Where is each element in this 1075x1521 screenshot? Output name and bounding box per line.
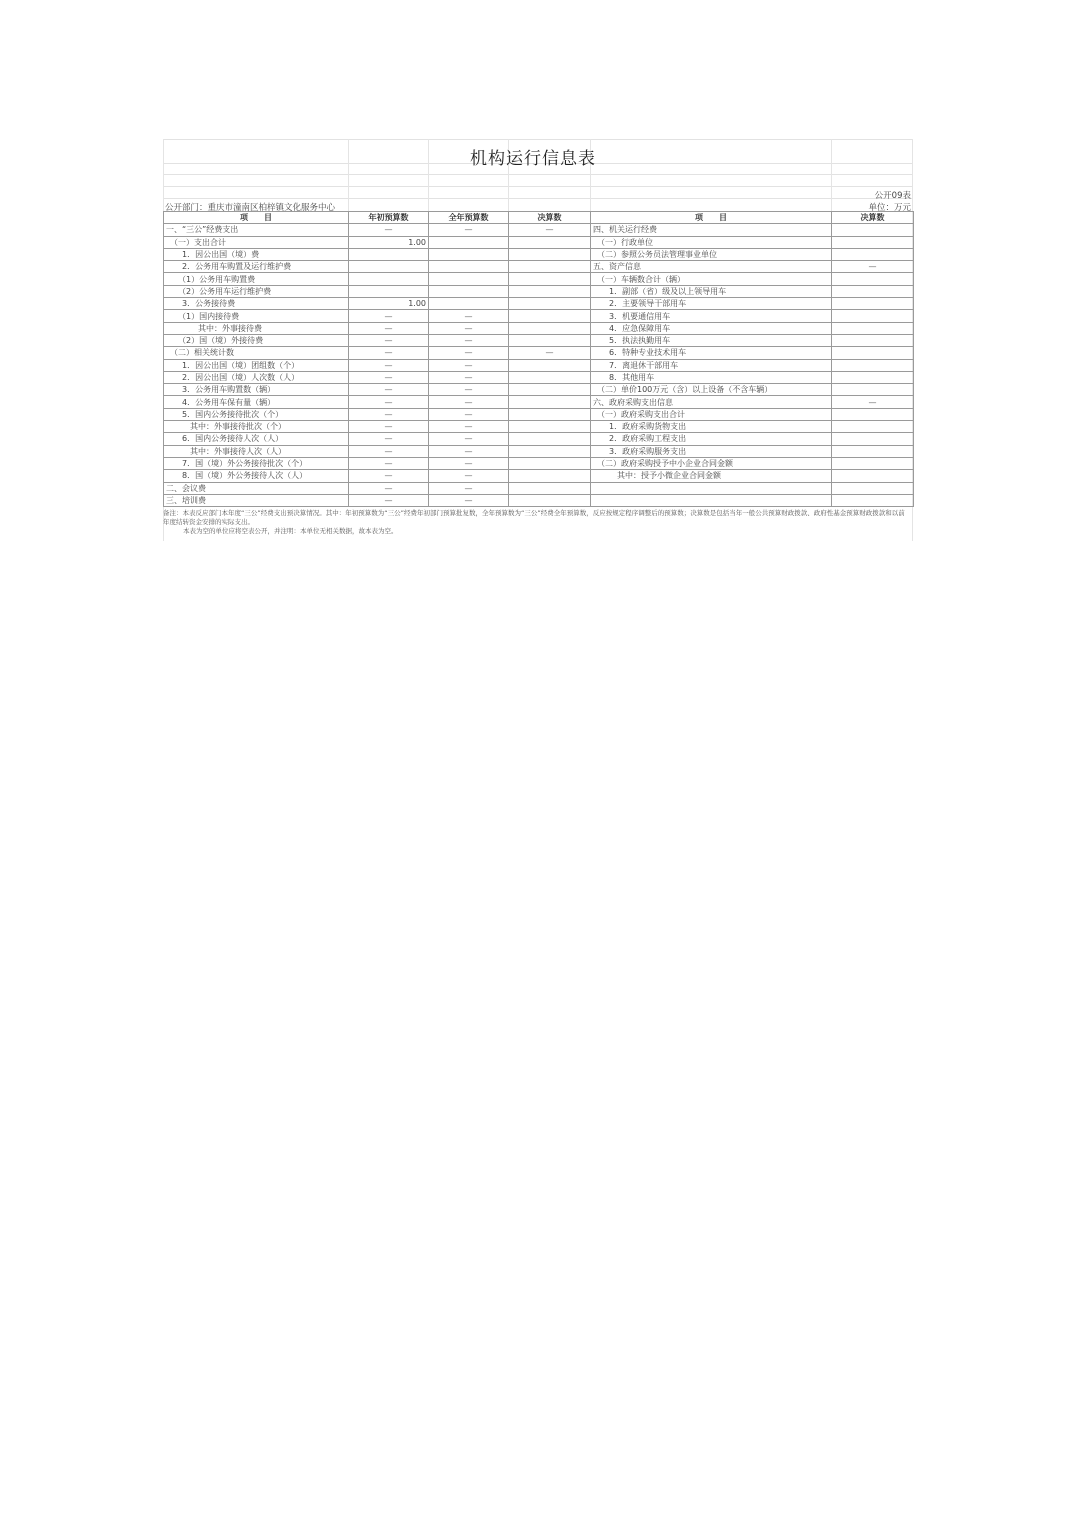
row-item-left: 3．公务用车购置数（辆） bbox=[164, 384, 349, 396]
table-row bbox=[164, 494, 914, 506]
cell-final-account bbox=[509, 298, 591, 310]
row-item-left: 4．公务用车保有量（辆） bbox=[164, 396, 349, 408]
cell-initial-budget bbox=[349, 261, 429, 273]
row-item-right: 7．离退休干部用车 bbox=[591, 359, 832, 371]
table-row bbox=[164, 285, 914, 297]
table-row bbox=[164, 310, 914, 322]
cell-annual-budget: — bbox=[429, 421, 509, 433]
row-item-right: （二）政府采购授予中小企业合同金额 bbox=[591, 457, 832, 469]
cell-annual-budget bbox=[429, 261, 509, 273]
cell-final-account-right bbox=[832, 408, 914, 420]
cell-initial-budget: — bbox=[349, 224, 429, 236]
cell-final-account bbox=[509, 445, 591, 457]
row-item-right: 5．执法执勤用车 bbox=[591, 334, 832, 346]
cell-final-account-right bbox=[832, 384, 914, 396]
cell-final-account-right bbox=[832, 334, 914, 346]
row-item-left: 6．国内公务接待人次（人） bbox=[164, 433, 349, 445]
cell-annual-budget: — bbox=[429, 371, 509, 383]
cell-final-account bbox=[509, 371, 591, 383]
cell-annual-budget: — bbox=[429, 396, 509, 408]
row-item-left: （一）支出合计 bbox=[164, 236, 349, 248]
row-item-right: （一）政府采购支出合计 bbox=[591, 408, 832, 420]
table-row bbox=[164, 261, 914, 273]
cell-initial-budget: 1.00 bbox=[349, 236, 429, 248]
cell-final-account-right bbox=[832, 224, 914, 236]
cell-final-account-right: — bbox=[832, 261, 914, 273]
cell-final-account-right bbox=[832, 470, 914, 482]
cell-initial-budget: — bbox=[349, 371, 429, 383]
table-row bbox=[164, 298, 914, 310]
table-row bbox=[164, 359, 914, 371]
cell-final-account bbox=[509, 273, 591, 285]
cell-final-account bbox=[509, 334, 591, 346]
row-item-right: （一）车辆数合计（辆） bbox=[591, 273, 832, 285]
cell-annual-budget: — bbox=[429, 224, 509, 236]
row-item-left: 1．因公出国（境）团组数（个） bbox=[164, 359, 349, 371]
table-row bbox=[164, 248, 914, 260]
row-item-left: 8．国（境）外公务接待人次（人） bbox=[164, 470, 349, 482]
table-row bbox=[164, 396, 914, 408]
cell-annual-budget: — bbox=[429, 470, 509, 482]
cell-final-account-right bbox=[832, 298, 914, 310]
row-item-right: 1．政府采购货物支出 bbox=[591, 421, 832, 433]
table-row bbox=[164, 421, 914, 433]
cell-final-account-right bbox=[832, 371, 914, 383]
cell-final-account-right bbox=[832, 273, 914, 285]
cell-final-account-right bbox=[832, 433, 914, 445]
header-final-account: 决算数 bbox=[509, 212, 591, 224]
spreadsheet bbox=[163, 139, 913, 541]
cell-final-account bbox=[509, 285, 591, 297]
page-title: 机构运行信息表 bbox=[470, 149, 596, 169]
row-item-left: （2）国（境）外接待费 bbox=[164, 334, 349, 346]
cell-annual-budget: — bbox=[429, 482, 509, 494]
row-item-left: 7．国（境）外公务接待批次（个） bbox=[164, 457, 349, 469]
cell-final-account-right bbox=[832, 421, 914, 433]
cell-final-account-right bbox=[832, 482, 914, 494]
cell-final-account bbox=[509, 384, 591, 396]
cell-initial-budget: — bbox=[349, 421, 429, 433]
row-item-right bbox=[591, 482, 832, 494]
cell-final-account: — bbox=[509, 224, 591, 236]
row-item-right: 6．特种专业技术用车 bbox=[591, 347, 832, 359]
cell-annual-budget: — bbox=[429, 310, 509, 322]
cell-initial-budget bbox=[349, 248, 429, 260]
row-item-right: 3．机要通信用车 bbox=[591, 310, 832, 322]
cell-final-account bbox=[509, 396, 591, 408]
table-row bbox=[164, 334, 914, 346]
row-item-left: 一、“三公”经费支出 bbox=[164, 224, 349, 236]
cell-final-account bbox=[509, 261, 591, 273]
cell-annual-budget bbox=[429, 248, 509, 260]
table-row bbox=[164, 236, 914, 248]
header-final-account-right: 决算数 bbox=[832, 212, 914, 224]
header-initial-budget: 年初预算数 bbox=[349, 212, 429, 224]
cell-final-account-right bbox=[832, 347, 914, 359]
cell-initial-budget: — bbox=[349, 347, 429, 359]
cell-annual-budget bbox=[429, 298, 509, 310]
row-item-right: 4．应急保障用车 bbox=[591, 322, 832, 334]
row-item-left: 2．因公出国（境）人次数（人） bbox=[164, 371, 349, 383]
row-item-left: （二）相关统计数 bbox=[164, 347, 349, 359]
header-item-right: 项 目 bbox=[591, 212, 832, 224]
cell-annual-budget: — bbox=[429, 494, 509, 506]
data-table bbox=[163, 211, 914, 507]
table-row bbox=[164, 470, 914, 482]
cell-initial-budget: — bbox=[349, 408, 429, 420]
row-item-right bbox=[591, 494, 832, 506]
cell-annual-budget: — bbox=[429, 359, 509, 371]
cell-initial-budget: — bbox=[349, 396, 429, 408]
cell-final-account-right bbox=[832, 322, 914, 334]
cell-final-account bbox=[509, 470, 591, 482]
cell-initial-budget: — bbox=[349, 482, 429, 494]
row-item-right: 2．政府采购工程支出 bbox=[591, 433, 832, 445]
cell-final-account bbox=[509, 310, 591, 322]
table-row bbox=[164, 457, 914, 469]
table-row bbox=[164, 384, 914, 396]
cell-final-account-right: — bbox=[832, 396, 914, 408]
cell-final-account-right bbox=[832, 494, 914, 506]
table-row bbox=[164, 433, 914, 445]
row-item-right: 其中：授予小微企业合同金额 bbox=[591, 470, 832, 482]
note-line: 备注：本表反应部门本年度“三公”经费支出预决算情况。其中：年初预算数为“三公”经费年初部门预算批复数，全年预算数为“三公”经费全年预算数，反应按规定程序调整后的预算数；决算数是包括当年一般公共预算财政拨款、政府性基金预算财政拨款和以前年度结转资金安排的实际支出。 bbox=[163, 509, 905, 526]
cell-annual-budget: — bbox=[429, 433, 509, 445]
table-row bbox=[164, 322, 914, 334]
gridline bbox=[163, 174, 913, 175]
cell-final-account bbox=[509, 421, 591, 433]
row-item-right: 2．主要领导干部用车 bbox=[591, 298, 832, 310]
cell-initial-budget: — bbox=[349, 494, 429, 506]
row-item-left: 三、培训费 bbox=[164, 494, 349, 506]
row-item-left: 3．公务接待费 bbox=[164, 298, 349, 310]
row-item-left: 其中：外事接待人次（人） bbox=[164, 445, 349, 457]
row-item-right: 3．政府采购服务支出 bbox=[591, 445, 832, 457]
cell-annual-budget: — bbox=[429, 347, 509, 359]
row-item-left: 其中：外事接待批次（个） bbox=[164, 421, 349, 433]
cell-initial-budget: — bbox=[349, 310, 429, 322]
cell-final-account bbox=[509, 457, 591, 469]
cell-annual-budget: — bbox=[429, 445, 509, 457]
cell-initial-budget: — bbox=[349, 457, 429, 469]
row-item-right: （二）单价100万元（含）以上设备（不含车辆） bbox=[591, 384, 832, 396]
cell-initial-budget: — bbox=[349, 384, 429, 396]
row-item-left: 二、会议费 bbox=[164, 482, 349, 494]
row-item-right: 1．副部（省）级及以上领导用车 bbox=[591, 285, 832, 297]
cell-annual-budget: — bbox=[429, 322, 509, 334]
table-row bbox=[164, 371, 914, 383]
cell-final-account bbox=[509, 494, 591, 506]
row-item-right: （二）参照公务员法管理事业单位 bbox=[591, 248, 832, 260]
table-header-row bbox=[164, 212, 914, 224]
row-item-left: 其中：外事接待费 bbox=[164, 322, 349, 334]
table-row bbox=[164, 273, 914, 285]
cell-initial-budget: — bbox=[349, 322, 429, 334]
cell-final-account-right bbox=[832, 310, 914, 322]
table-row bbox=[164, 482, 914, 494]
row-item-right: 六、政府采购支出信息 bbox=[591, 396, 832, 408]
cell-annual-budget bbox=[429, 273, 509, 285]
table-row bbox=[164, 347, 914, 359]
unit-label: 单位：万元 bbox=[868, 203, 911, 213]
cell-initial-budget: — bbox=[349, 334, 429, 346]
row-item-right: 8．其他用车 bbox=[591, 371, 832, 383]
row-item-left: 1．因公出国（境）费 bbox=[164, 248, 349, 260]
cell-final-account-right bbox=[832, 236, 914, 248]
row-item-left: （1）国内接待费 bbox=[164, 310, 349, 322]
cell-final-account-right bbox=[832, 359, 914, 371]
cell-initial-budget: — bbox=[349, 445, 429, 457]
cell-final-account-right bbox=[832, 285, 914, 297]
row-item-left: 2．公务用车购置及运行维护费 bbox=[164, 261, 349, 273]
form-number: 公开09表 bbox=[874, 191, 911, 201]
cell-final-account-right bbox=[832, 248, 914, 260]
table-row bbox=[164, 408, 914, 420]
cell-annual-budget: — bbox=[429, 408, 509, 420]
header-annual-budget: 全年预算数 bbox=[429, 212, 509, 224]
cell-initial-budget: 1.00 bbox=[349, 298, 429, 310]
cell-final-account-right bbox=[832, 457, 914, 469]
cell-final-account bbox=[509, 248, 591, 260]
cell-final-account bbox=[509, 359, 591, 371]
cell-final-account bbox=[509, 322, 591, 334]
row-item-left: （2）公务用车运行维护费 bbox=[164, 285, 349, 297]
cell-final-account bbox=[509, 236, 591, 248]
cell-annual-budget: — bbox=[429, 334, 509, 346]
cell-final-account bbox=[509, 433, 591, 445]
cell-annual-budget bbox=[429, 285, 509, 297]
department-label: 公开部门：重庆市潼南区柏梓镇文化服务中心 bbox=[165, 203, 336, 213]
header-item-left: 项 目 bbox=[164, 212, 349, 224]
cell-initial-budget: — bbox=[349, 359, 429, 371]
gridline bbox=[163, 139, 913, 140]
cell-initial-budget bbox=[349, 285, 429, 297]
note-line: 本表为空的单位应将空表公开，并注明：本单位无相关数据，故本表为空。 bbox=[183, 527, 398, 535]
row-item-right: 五、资产信息 bbox=[591, 261, 832, 273]
row-item-left: （1）公务用车购置费 bbox=[164, 273, 349, 285]
cell-initial-budget: — bbox=[349, 433, 429, 445]
cell-final-account-right bbox=[832, 445, 914, 457]
cell-final-account bbox=[509, 482, 591, 494]
cell-initial-budget bbox=[349, 273, 429, 285]
cell-annual-budget: — bbox=[429, 457, 509, 469]
cell-final-account bbox=[509, 408, 591, 420]
gridline bbox=[163, 198, 913, 199]
table-row bbox=[164, 445, 914, 457]
cell-annual-budget bbox=[429, 236, 509, 248]
gridline bbox=[163, 186, 913, 187]
table-row bbox=[164, 224, 914, 236]
notes bbox=[163, 509, 911, 536]
cell-final-account: — bbox=[509, 347, 591, 359]
row-item-right: 四、机关运行经费 bbox=[591, 224, 832, 236]
row-item-left: 5．国内公务接待批次（个） bbox=[164, 408, 349, 420]
cell-annual-budget: — bbox=[429, 384, 509, 396]
cell-initial-budget: — bbox=[349, 470, 429, 482]
row-item-right: （一）行政单位 bbox=[591, 236, 832, 248]
